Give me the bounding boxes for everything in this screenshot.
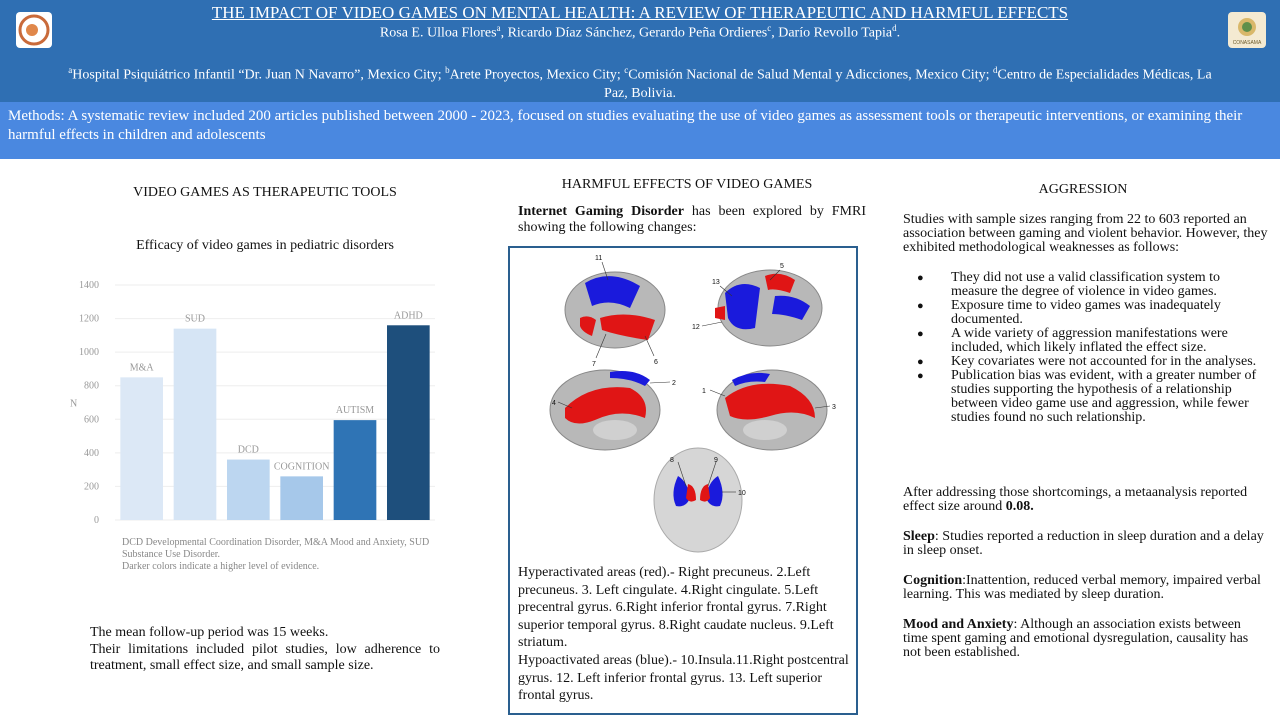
y-axis-label: N xyxy=(70,398,78,410)
brain-label: 8 xyxy=(670,457,674,464)
author-name: Gerardo Peña Ordieres xyxy=(638,25,768,41)
sleep-text xyxy=(903,530,1268,558)
bar-category-label: ADHD xyxy=(393,310,423,322)
affil-text: Hospital Psiquiátrico Infantil “Dr. Juan N Navarro”, Mexico City; xyxy=(72,67,446,83)
mood-body: : Although an association exists between time spent gaming and emotional dysregulation, causality has not been established. xyxy=(903,617,1249,660)
therapeutic-section-title: VIDEO GAMES AS THERAPEUTIC TOOLS xyxy=(133,185,397,200)
igd-intro-rest: has been explored by FMRI showing the following changes: xyxy=(518,204,866,235)
brain-label: 6 xyxy=(654,359,658,366)
brain-medial-left xyxy=(550,370,660,450)
metaanalysis-text xyxy=(903,486,1268,514)
brain-label: 12 xyxy=(692,324,700,331)
author-name: Ricardo Díaz Sánchez xyxy=(507,25,632,41)
affiliations xyxy=(60,61,1220,103)
chart-bar xyxy=(334,420,377,520)
limitations-text: Their limitations included pilot studies, low adherence to treatment, small effect size, and small sample size. xyxy=(90,642,440,673)
svg-text:CONASAMA: CONASAMA xyxy=(1232,40,1262,46)
cognition-text xyxy=(903,574,1268,602)
brain-label: 3 xyxy=(832,404,836,411)
author-name: Rosa E. Ulloa Flores xyxy=(379,25,497,41)
brain-label: 5 xyxy=(780,263,784,270)
mood-label: Mood and Anxiety xyxy=(903,617,1014,632)
sleep-label: Sleep xyxy=(903,529,935,544)
brain-label: 4 xyxy=(552,400,556,407)
chart-bar xyxy=(120,377,163,520)
aggression-section-title: AGGRESSION xyxy=(1038,182,1128,197)
aggression-weakness-list xyxy=(903,271,1268,425)
sleep-body: : Studies reported a reduction in sleep duration and a delay in sleep onset. xyxy=(903,529,1264,558)
author-affil-sup: a xyxy=(496,23,501,33)
chart-bar xyxy=(227,460,270,520)
bar-category-label: AUTISM xyxy=(335,405,375,417)
hypoactivated-text: Hypoactivated areas (blue).- 10.Insula.11.Right postcentral gyrus. 12. Left inferior frontal gyrus. 13. Left superior frontal gyrus. xyxy=(518,653,849,703)
list-item: ● Key covariates were not accounted for in the analyses. xyxy=(903,355,1268,369)
y-tick-label: 400 xyxy=(84,447,99,459)
poster-title: THE IMPACT OF VIDEO GAMES ON MENTAL HEALTH: A REVIEW OF THERAPEUTIC AND HARMFUL EFFECTS xyxy=(211,3,1069,22)
chart-bar xyxy=(280,476,323,520)
chart-title: Efficacy of video games in pediatric disorders xyxy=(136,238,394,253)
y-tick-label: 1200 xyxy=(79,313,99,325)
chart-bar xyxy=(387,325,430,520)
affil-text: Centro de Especialidades Médicas, La Paz, Bolivia. xyxy=(604,67,1212,101)
brain-medial-right xyxy=(717,370,827,450)
fmri-brain-figure xyxy=(510,248,856,558)
author-affil-sup: d xyxy=(892,23,897,33)
brain-label: 9 xyxy=(714,457,718,464)
affil-sup: c xyxy=(624,65,629,75)
y-tick-label: 0 xyxy=(94,515,99,526)
caption-line: Darker colors indicate a higher level of evidence. xyxy=(122,561,320,572)
affil-sup: a xyxy=(68,65,73,75)
aggression-intro: Studies with sample sizes ranging from 22 to 603 reported an association between gaming and violent behavior. However, they exhibited methodological weaknesses as follows: xyxy=(903,212,1268,255)
cognition-body: :Inattention, reduced verbal memory, impaired verbal learning. This was mediated by sleep duration. xyxy=(903,573,1261,602)
list-item: ● They did not use a valid classification system to measure the degree of violence in video games. xyxy=(903,271,1268,299)
bar-category-label: DCD xyxy=(237,444,259,456)
mood-text xyxy=(903,618,1268,660)
list-item: ● Publication bias was evident, with a greater number of studies supporting the hypothesis of a relationship between video game use and aggression, while fewer studies found no such relationship. xyxy=(903,369,1268,425)
author-list: Rosa E. Ulloa Flores$^a$, Ricardo Díaz Sánchez, Gerardo Peña Ordieres$^c$, Darío Revollo Tapia$^d$. xyxy=(379,23,901,41)
brain-axial xyxy=(654,448,742,552)
effect-size-value: 0.08. xyxy=(1005,499,1034,514)
author-name: Darío Revollo Tapia xyxy=(778,25,893,41)
y-tick-label: 600 xyxy=(84,414,99,426)
bar-category-label: M&A xyxy=(129,362,154,374)
bar-category-label: COGNITION xyxy=(273,461,330,473)
brain-label: 2 xyxy=(672,380,676,387)
brain-label: 7 xyxy=(592,361,596,368)
followup-text: The mean follow-up period was 15 weeks. xyxy=(90,625,329,640)
chart-bar xyxy=(174,329,217,520)
igd-intro xyxy=(518,204,866,236)
brain-label: 13 xyxy=(712,279,720,286)
bar-category-label: SUD xyxy=(184,313,206,325)
y-tick-label: 1400 xyxy=(79,280,99,291)
y-tick-label: 800 xyxy=(84,380,99,392)
affil-text: Arete Proyectos, Mexico City; xyxy=(449,67,625,83)
hyperactivated-text: Hyperactivated areas (red).- Right precuneus. 2.Left precuneus. 3. Left cingulate. 4.Right cingulate. 5.Left precentral gyrus. 6.Right inferior frontal gyrus. 7.Right superior temporal gyrus. 8.Right caudate nucleus. 9.Left striatum. xyxy=(518,565,834,650)
list-item: ● A wide variety of aggression manifestations were included, which likely inflated the effect size. xyxy=(903,327,1268,355)
chart-caption xyxy=(122,537,452,573)
list-item: ● Exposure time to video games was inadequately documented. xyxy=(903,299,1268,327)
y-tick-label: 200 xyxy=(84,481,99,493)
brain-lateral-right xyxy=(715,270,822,346)
affil-text: Comisión Nacional de Salud Mental y Adicciones, Mexico City; xyxy=(628,67,993,83)
affil-sup: b xyxy=(445,65,450,75)
metaanalysis-label: After addressing those shortcomings, a metaanalysis reported effect size around xyxy=(903,485,1248,514)
methods-text: Methods: A systematic review included 200 articles published between 2000 - 2023, focused on studies evaluating the use of video games as assessment tools or therapeutic interventions, or examining their harmful effects in children and adolescents xyxy=(8,108,1243,143)
fmri-figure-box xyxy=(508,246,858,715)
brain-label: 1 xyxy=(702,388,706,395)
brain-lateral-left xyxy=(565,272,665,348)
caption-line: Substance Use Disorder. xyxy=(122,549,221,560)
caption-line: DCD Developmental Coordination Disorder, M&A Mood and Anxiety, SUD xyxy=(122,537,430,548)
brain-label: 10 xyxy=(738,490,746,497)
author-affil-sup: c xyxy=(767,23,772,33)
brain-label: 11 xyxy=(595,255,603,262)
harmful-section-title: HARMFUL EFFECTS OF VIDEO GAMES xyxy=(561,177,813,192)
igd-term: Internet Gaming Disorder xyxy=(518,204,684,219)
y-tick-label: 1000 xyxy=(79,347,99,359)
affil-sup: d xyxy=(992,65,998,75)
cognition-label: Cognition xyxy=(903,573,963,588)
